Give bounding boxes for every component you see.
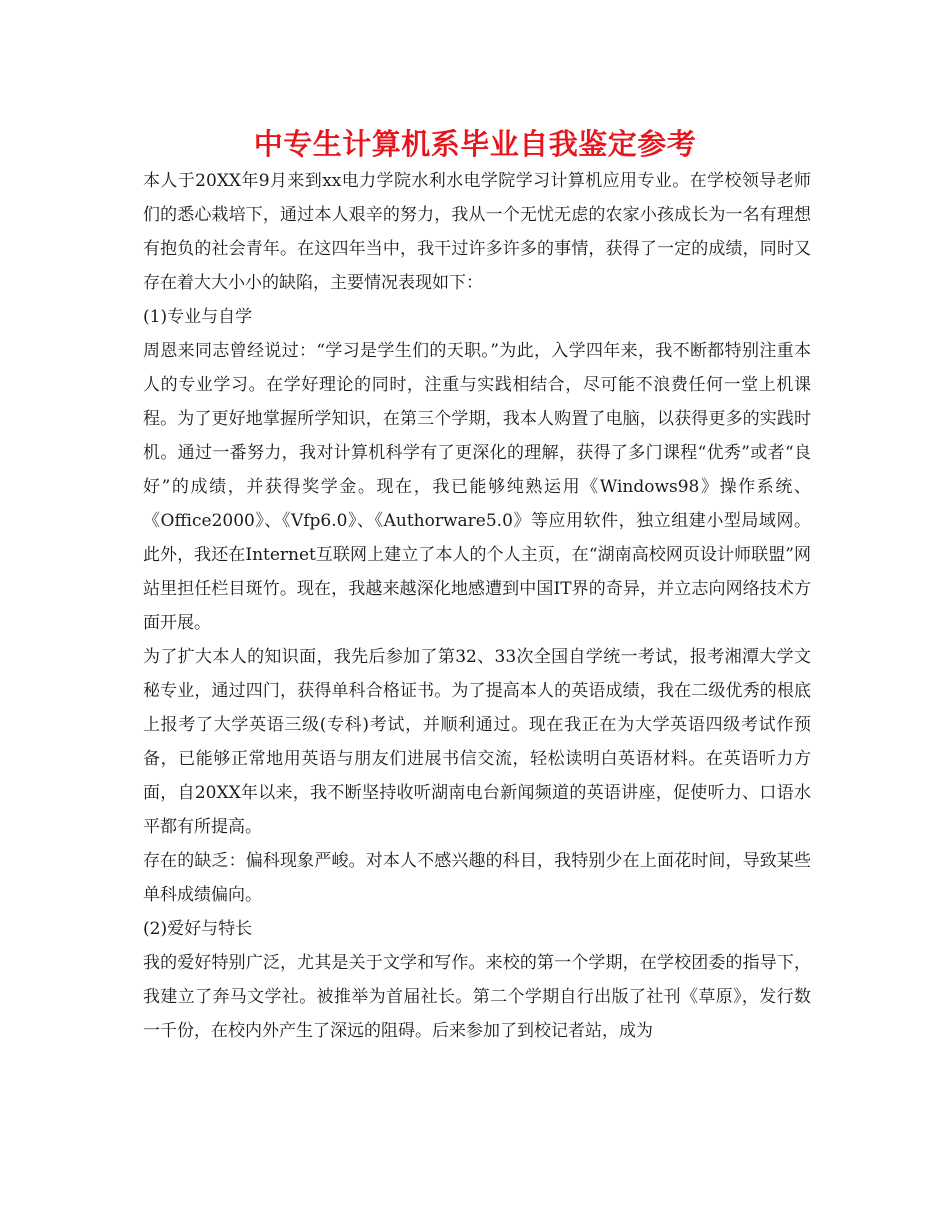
paragraph-intro: 本人于20XX年9月来到xx电力学院水利水电学院学习计算机应用专业。在学校领导老师们的悉心栽培下，通过本人艰辛的努力，我从一个无忧无虑的农家小孩成长为一名有理想有抱负的社会青年。在这四年当中，我干过许多许多的事情，获得了一定的成绩，同时又存在着大大小小的缺陷，主要情况表现如下：	[143, 171, 811, 293]
paragraph-shortcomings: 存在的缺乏：偏科现象严峻。对本人不感兴趣的科目，我特别少在上面花时间，导致某些单科成绩偏向。	[143, 851, 811, 905]
paragraph-self-study: 为了扩大本人的知识面，我先后参加了第32、33次全国自学统一考试，报考湘潭大学文秘专业，通过四门，获得单科合格证书。为了提高本人的英语成绩，我在二级优秀的根底上报考了大学英语三级(专科)考试，并顺利通过。现在我正在为大学英语四级考试作预备，已能够正常地用英语与朋友们进展书信交流，轻松读明白英语材料。在英语听力方面，自20XX年以来，我不断坚持收听湖南电台新闻频道的英语讲座，促使听力、口语水平都有所提高。	[143, 647, 811, 837]
paragraph-major-study: 周恩来同志曾经说过：“学习是学生们的天职。”为此，入学四年来，我不断都特别注重本人的专业学习。在学好理论的同时，注重与实践相结合，尽可能不浪费任何一堂上机课程。为了更好地掌握所学知识，在第三个学期，我本人购置了电脑，以获得更多的实践时机。通过一番努力，我对计算机科学有了更深化的理解，获得了多门课程“优秀”或者“良好”的成绩，并获得奖学金。现在，我已能够纯熟运用《Windows98》操作系统、《Office2000》、《Vfp6.0》、《Authorware5.0》等应用软件，独立组建小型局域网。此外，我还在Internet互联网上建立了本人的个人主页，在“湖南高校网页设计师联盟”网站里担任栏目斑竹。现在，我越来越深化地感遭到中国IT界的奇异，并立志向网络技术方面开展。	[143, 341, 811, 633]
section-heading-hobbies: (2)爱好与特长	[143, 919, 253, 939]
document-body	[143, 164, 811, 1048]
section-heading-major: (1)专业与自学	[143, 307, 253, 327]
document-title: 中专生计算机系毕业自我鉴定参考	[253, 127, 697, 161]
paragraph-hobbies: 我的爱好特别广泛，尤其是关于文学和写作。来校的第一个学期，在学校团委的指导下，我建立了奔马文学社。被推举为首届社长。第二个学期自行出版了社刊《草原》，发行数一千份，在校内外产生了深远的阻碍。后来参加了到校记者站，成为	[143, 953, 811, 1041]
